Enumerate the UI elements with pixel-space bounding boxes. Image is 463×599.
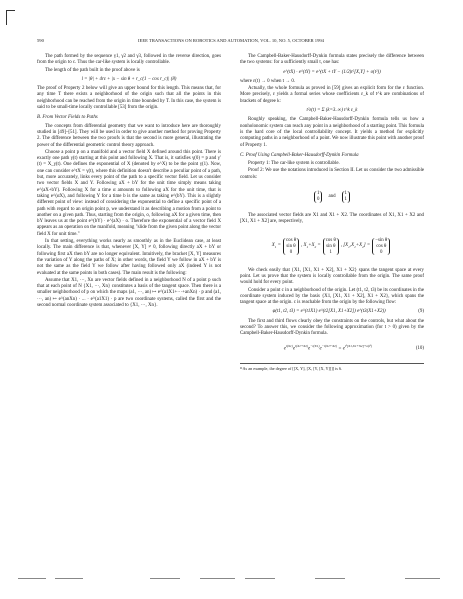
paragraph: Assume that X1, ···, Xn are vector fields defined in a neighborhood N of a point p such that at each point of N {X1, ···, Xn} constitutes a basis of the tangent space. Then there is a smaller neighborhood of p on which the maps (a1, ···, an) ↦ e^(a1X1+···+anXn) · p and (a1, ···, an) ↦ e^(anXn) · ... · e^(a1X1) · p are two coordinate systems, called the first and the second normal coordinate system associated to {X1, ···, Xn}.: [37, 277, 221, 308]
running-header: [37, 36, 425, 46]
and-text: and: [328, 193, 336, 199]
control-vector-1: 1 0: [314, 191, 322, 203]
property-statement: Property 1: The car-like system is controllable.: [248, 161, 340, 167]
paragraph: We check easily that {X1, [X1, X1 + X2], X1 + X2} spans the tangent space at every point. Let us prove that the system is locally controllable from the origin. The same proof would hold for every point.: [240, 267, 424, 286]
control-vector-2: 1 1: [342, 191, 350, 203]
footer-rules: [0, 578, 463, 582]
paragraph: The associated vector fields are X1 and X1 + X2. The coordinates of X1, X1 + X2 and [X1, X1 + X2] are, respectively,: [240, 213, 424, 225]
section-heading: B. From Vector Fields to Paths: [37, 115, 98, 121]
equation-cbh: e^(tX) · e^(tY) = e^(tX + tY − (1/2)t²[X,Y] + o(t²)): [283, 69, 381, 75]
paragraph: Choose a point p on a manifold and a vector field X defined around this point. There is exactly one path γ(t) starting at this point and following X. That is, it satisfies γ(0) = p and γ′(t) = X_γ(t). One defines the exponential of X (denoted by e^X) to be the point γ(1). Now, one can consider e^tX = γ(t), where this definition doesn't describe a peculiar point of a path, but, more accurately, links every point of the path to a specific vector field. Let us consider two vector fields X and Y. Following aX + bY for the unit time simply means taking e^(aX+bY). Following X for a time α amounts to following aX for the unit time, that is taking e^(αX), and following Y for a time b is the same as taking e^(bY). This is a slightly different point of view: instead of considering the exponential to define a specific point of a path with regard to an origin point p, we understand it as describing a motion from a point to another on a given path. Thus, starting from the origin, o, following aX for a given time, then bY leaves us at the point e^(bY) · e^(aX) · o. Therefore the exponential of a vector field X appears as an operation on the manifold, meaning "slide from the given point along the vector field X for unit time.": [37, 149, 221, 237]
controls-vectors: [240, 183, 424, 211]
equation-series: t²ε(t) = Σ (k=3..∞) t^k ε_k: [306, 108, 358, 114]
paragraph: Consider a point c in a neighborhood of the origin. Let (t1, t2, t3) be its coordinates in the coordinate system induced by the basis {X1, [X1, X1 + X2], X1 + X2}, which spans the tangent space at the origin. c is reachable from the origin by the following flow:: [240, 287, 424, 306]
paragraph: The path formed by the sequence γ1, γ2 and γ3, followed in the reverse direction, goes from the origin to c. Thus the car-like system is locally controllable.: [37, 54, 221, 66]
crop-mark: [6, 10, 15, 25]
equation-10: $e^{t(X1)}e^{t(X1+X2)}e^{-t(X1)}e^{-t(X1+X2)} = e^{t^2[X1,X1+X2]+o(t^2)}$ (10): [283, 344, 424, 352]
right-column: [240, 54, 424, 371]
paragraph: Roughly speaking, the Campbell-Baker-Hausdorff-Dynkin formula tells us how a nonholonomic system can reach any point in a neighborhood of a starting point. This formula is the hard core of the local controllability concept. It yields a method for explicitly computing paths in a neighborhood of a point. We now illustrate this point with another proof of Property 1.: [240, 117, 424, 148]
section-heading: C. Proof Using Campbell-Baker-Hausdorff-Dynkin Formula: [240, 152, 359, 158]
paragraph: The Campbell-Baker-Hausdorff-Dynkin formula states precisely the difference between the two systems: for a sufficiently small t, one has:: [240, 54, 424, 66]
page-number: 590: [37, 38, 44, 43]
paragraph: The first and third flows clearly obey the constraints on the controls, but what about the second? To answer this, we consider the following approximation (for t > 0) given by the Campbell-Baker-Hausdorff-Dynkin formula.: [240, 318, 424, 337]
footnote: ¹¹As an example, the degree of [[X, Y], [X, [Y, [X, Y]]]] is 6.: [240, 363, 424, 372]
journal-title: IEEE TRANSACTIONS ON ROBOTICS AND AUTOMATION, VOL. 10, NO. 5, OCTOBER 1994: [138, 38, 324, 43]
paragraph: The concepts from differential geometry that we want to introduce here are thoroughly studied in [49]–[51]. They will be used in order to give another method for proving Property 2. The difference between the two proofs is that the second is more general, illustrating the power of the differential geometric control theory approach.: [37, 123, 221, 148]
paragraph: The proof of Property 2 below will give an upper bound for this length. This means that, for any time T there exists a neighborhood of the origin such that all the points in this neighborhood can be reached from the origin in time bounded by T. In this case, the system is said to be small-time locally controllable [53] from the origin.: [37, 86, 221, 111]
paragraph: where ε(t) → 0 when t → 0.: [240, 78, 296, 84]
left-column: [37, 54, 221, 310]
vector-field-coordinates: $X_1$ = cos θ sin θ 0 , $X_1+X_2$ = cos θ sin θ 1 , $[X_1,X_1+X_2]$ = −sin θ cos θ 0: [240, 228, 424, 266]
equation-9: φ(t1, t2, t3) = e^(t1X1) e^(t2[X1, X1+X2]) e^(t3(X1+X2)) (9): [272, 309, 424, 315]
paragraph: In that setting, everything works nearly as smoothly as in the Euclidean case, at least locally. The main difference is that, whenever [X, Y] ≠ 0, following directly aX + bY or following first aX then bY are no longer equivalent. Intuitively, the bracket [X, Y] measures the variation of Y along the paths of X; in other words, the field Y we follow in aX + bY is not the same as the field Y we follow after having followed only aX (indeed Y is not evaluated at the same points in both cases). The main result is the following:: [37, 239, 221, 276]
paragraph: Actually, the whole formula as proved in [59] gives an explicit form for the ε function. More precisely, ε yields a formal series whose coefficients ε_k of t^k are combinations of brackets of degree k:: [240, 86, 424, 104]
paragraph: The length of the path built in the proof above is: [45, 67, 140, 73]
equation-8: l = |θ| + 4rε + |x − sin θ + r_c(1 − cos r_c)| (8): [81, 76, 177, 82]
proof-text: Proof 2: We use the notations introduced in Section II. Let us consider the two admissible controls:: [240, 168, 424, 180]
